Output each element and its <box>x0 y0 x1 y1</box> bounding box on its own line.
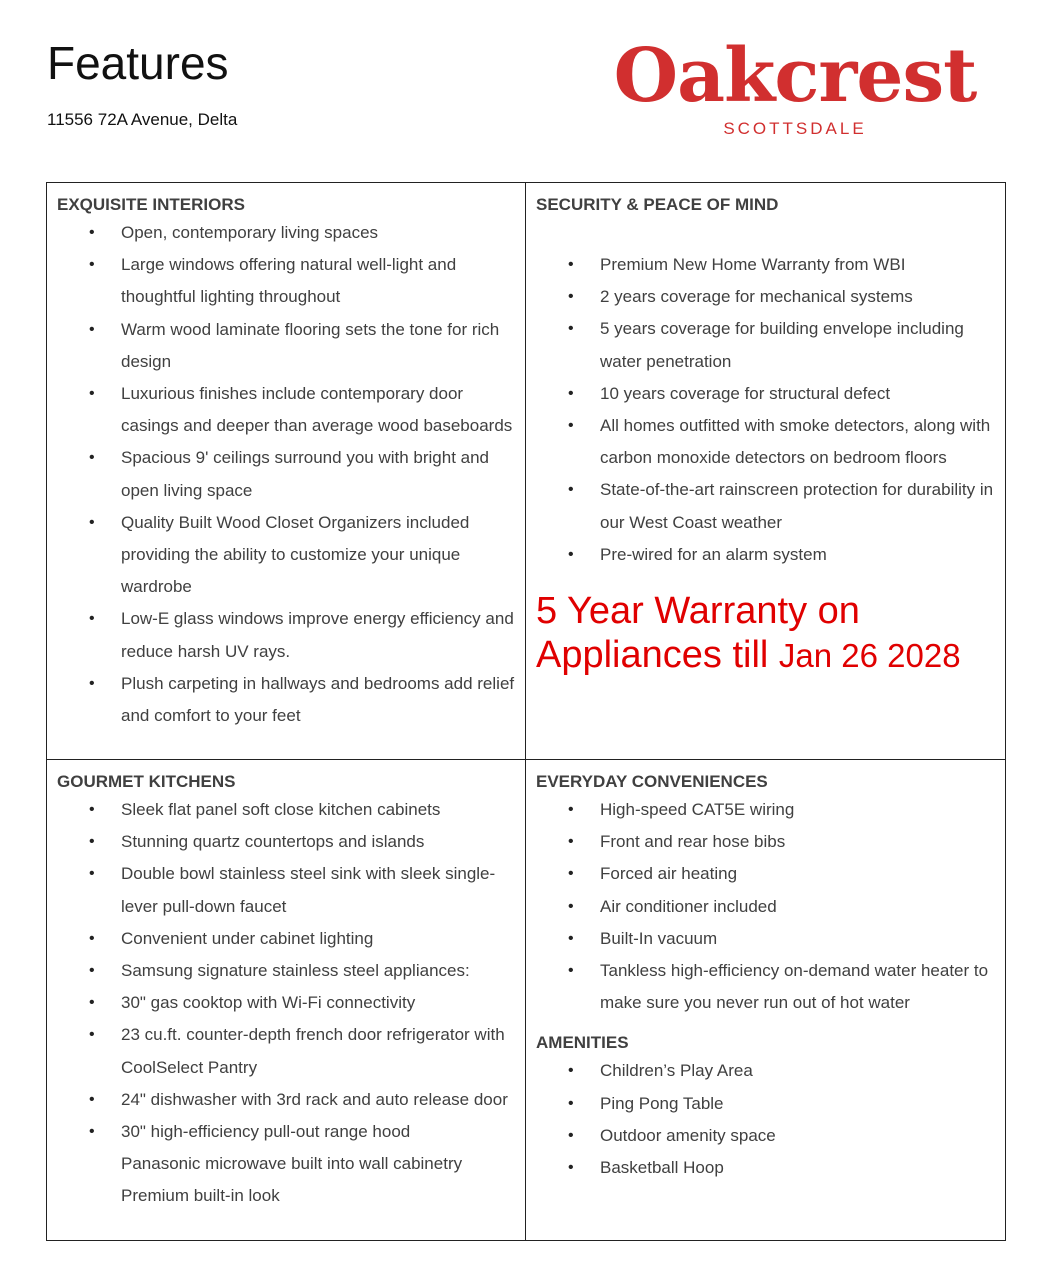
kitchens-heading: GOURMET KITCHENS <box>57 772 236 791</box>
list-item: • Luxurious finishes include contemporary door casings and deeper than average wood baseboards <box>57 378 515 442</box>
interiors-list <box>57 217 515 732</box>
list-item: • Stunning quartz countertops and islands <box>57 826 515 858</box>
appliance-warranty-notice <box>536 589 995 678</box>
list-item: • All homes outfitted with smoke detectors, along with carbon monoxide detectors on bedroom floors <box>536 410 995 474</box>
list-item: • Convenient under cabinet lighting <box>57 923 515 955</box>
list-item: • Open, contemporary living spaces <box>57 217 515 249</box>
warranty-date: Jan 26 2028 <box>778 637 961 675</box>
list-item: • Forced air heating <box>536 858 995 890</box>
list-item: • 24" dishwasher with 3rd rack and auto release door <box>57 1084 515 1116</box>
warranty-line-2 <box>536 633 995 678</box>
conveniences-list <box>536 794 995 1019</box>
list-item: • Tankless high-efficiency on-demand water heater to make sure you never run out of hot water <box>536 955 995 1019</box>
list-item: • 30" gas cooktop with Wi-Fi connectivity <box>57 987 515 1019</box>
warranty-line-1: 5 Year Warranty on <box>536 590 860 633</box>
list-item: • Built-In vacuum <box>536 923 995 955</box>
list-item: • 2 years coverage for mechanical systems <box>536 281 995 313</box>
warranty-line-2-text: Appliances till <box>536 634 769 677</box>
amenities-list <box>536 1055 995 1184</box>
list-item: • Quality Built Wood Closet Organizers included providing the ability to customize your unique wardrobe <box>57 507 515 604</box>
logo-name: Oakcrest <box>613 33 977 119</box>
list-item: • Warm wood laminate flooring sets the tone for rich design <box>57 314 515 378</box>
list-item: • Premium New Home Warranty from WBI <box>536 249 995 281</box>
list-item: • 30" high-efficiency pull-out range hood <box>57 1116 515 1148</box>
list-item: • Basketball Hoop <box>536 1152 995 1184</box>
list-item: • 5 years coverage for building envelope including water penetration <box>536 313 995 377</box>
security-heading: SECURITY & PEACE OF MIND <box>536 195 779 214</box>
list-item: • Double bowl stainless steel sink with sleek single-lever pull-down faucet <box>57 858 515 922</box>
conveniences-cell <box>526 760 1005 1240</box>
interiors-heading: EXQUISITE INTERIORS <box>57 195 245 214</box>
conveniences-heading: EVERYDAY CONVENIENCES <box>536 772 768 791</box>
list-item: • Pre-wired for an alarm system <box>536 539 995 571</box>
interiors-cell <box>47 183 526 760</box>
property-address: 11556 72A Avenue, Delta <box>47 110 238 129</box>
list-item: • Air conditioner included <box>536 891 995 923</box>
list-item: • Large windows offering natural well-light and thoughtful lighting throughout <box>57 249 515 313</box>
list-item: • Spacious 9' ceilings surround you with bright and open living space <box>57 442 515 506</box>
list-item: • 23 cu.ft. counter-depth french door refrigerator with CoolSelect Pantry <box>57 1019 515 1083</box>
logo-subtitle: SCOTTSDALE <box>723 119 867 138</box>
list-item: • 10 years coverage for structural defect <box>536 378 995 410</box>
features-table <box>46 182 1006 1241</box>
amenities-heading: AMENITIES <box>536 1033 629 1053</box>
list-item: • State-of-the-art rainscreen protection for durability in our West Coast weather <box>536 474 995 538</box>
list-item: • Plush carpeting in hallways and bedrooms add relief and comfort to your feet <box>57 668 515 732</box>
kitchens-cell <box>47 760 526 1240</box>
security-cell <box>526 183 1005 760</box>
list-item: • Outdoor amenity space <box>536 1120 995 1152</box>
list-item: • Front and rear hose bibs <box>536 826 995 858</box>
list-item: • Sleek flat panel soft close kitchen cabinets <box>57 794 515 826</box>
list-item: • Low-E glass windows improve energy efficiency and reduce harsh UV rays. <box>57 603 515 667</box>
list-item: • Samsung signature stainless steel appliances: <box>57 955 515 987</box>
list-item: • Children’s Play Area <box>536 1055 995 1087</box>
page-title: Features <box>47 37 229 89</box>
security-list <box>536 249 995 571</box>
list-item: • Ping Pong Table <box>536 1088 995 1120</box>
spacer <box>536 217 995 249</box>
list-item-continued: Panasonic microwave built into wall cabinetry <box>121 1154 463 1174</box>
kitchens-list <box>57 794 515 1213</box>
list-item: • High-speed CAT5E wiring <box>536 794 995 826</box>
oakcrest-logo <box>600 33 990 139</box>
list-item-continued: Premium built-in look <box>121 1186 280 1206</box>
